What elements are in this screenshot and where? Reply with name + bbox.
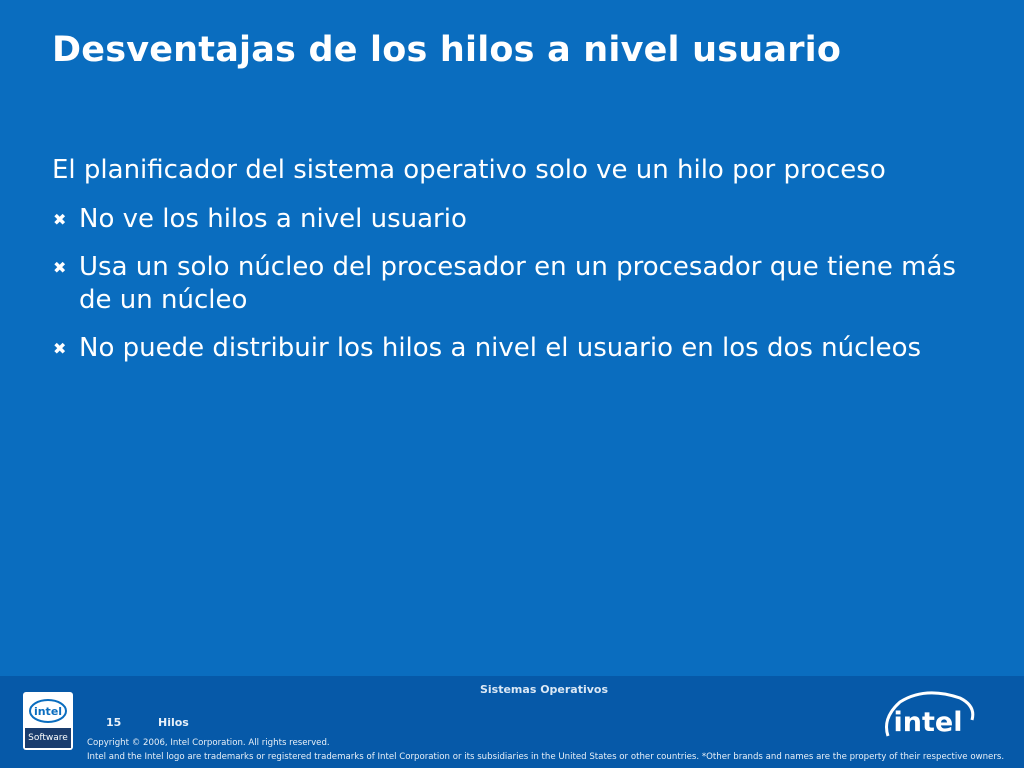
bullet-text: No puede distribuir los hilos a nivel el usuario en los dos núcleos xyxy=(79,333,922,363)
bullet-item xyxy=(52,251,992,317)
intel-badge-logo-icon xyxy=(27,696,69,726)
bullet-text: No ve los hilos a nivel usuario xyxy=(79,204,467,234)
x-mark-icon: ✖ xyxy=(53,210,67,229)
trademark-text: Intel and the Intel logo are trademarks or registered trademarks of Intel Corporation or its subsidiaries in the United States or other countries. *Other brands and names are the property of their respective owners. xyxy=(87,752,1005,762)
page-number: 15 xyxy=(106,716,122,729)
intel-software-badge xyxy=(23,692,73,750)
bullet-item xyxy=(52,332,992,365)
copyright-text: Copyright © 2006, Intel Corporation. All rights reserved. xyxy=(87,738,330,748)
bullet-list xyxy=(52,203,992,380)
intro-text: El planificador del sistema operativo solo ve un hilo por proceso xyxy=(52,155,886,185)
svg-text:intel: intel xyxy=(893,707,963,738)
x-mark-icon: ✖ xyxy=(53,339,67,358)
course-name: Sistemas Operativos xyxy=(479,683,609,696)
x-mark-icon: ✖ xyxy=(53,258,67,277)
slide-title: Desventajas de los hilos a nivel usuario xyxy=(52,30,842,70)
svg-text:intel: intel xyxy=(33,705,63,718)
intel-logo-icon xyxy=(880,688,976,750)
bullet-item xyxy=(52,203,992,236)
bullet-text: Usa un solo núcleo del procesador en un procesador que tiene más de un núcleo xyxy=(79,252,956,315)
software-label: Software xyxy=(25,728,71,748)
section-name: Hilos xyxy=(158,716,189,729)
